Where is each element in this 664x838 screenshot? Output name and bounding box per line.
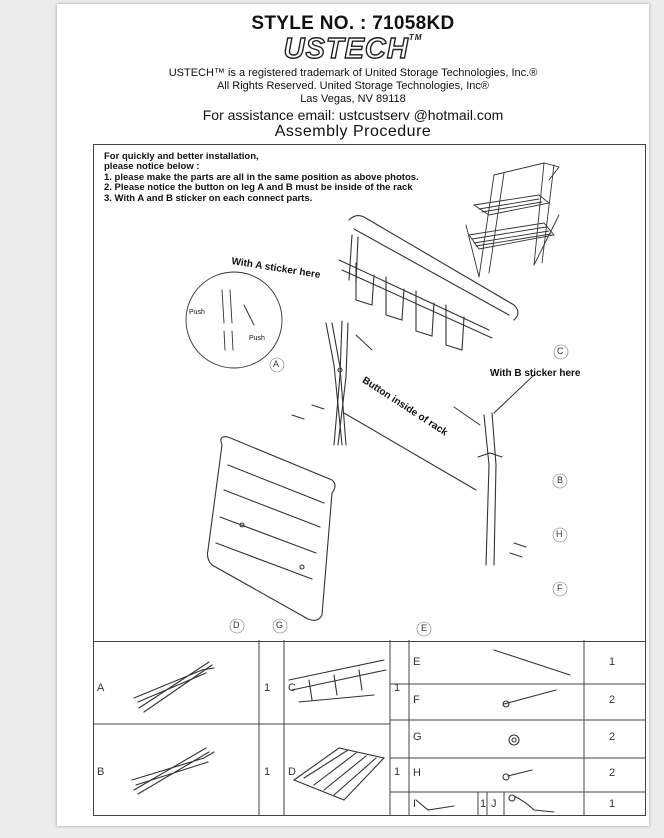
brand-logo	[57, 33, 649, 66]
push-label-2: Push	[249, 335, 265, 342]
label-d: D	[233, 620, 240, 630]
rack-d	[208, 437, 336, 621]
finished-rack-thumbnail	[466, 163, 559, 277]
part-i-drawing	[416, 800, 454, 810]
assistance-email: For assistance email: ustcustserv @hotmail.com	[202, 107, 504, 123]
label-f: F	[557, 583, 563, 593]
exploded-view-drawing	[94, 145, 645, 641]
parts-drawings	[94, 640, 645, 815]
part-i-letter: I	[413, 798, 417, 810]
note-item-1: 1. please make the parts are all in the same position as above photos.	[104, 171, 419, 183]
sticker-b-callout: With B sticker here	[490, 368, 581, 379]
instruction-sheet	[57, 4, 649, 826]
label-h: H	[556, 529, 563, 539]
part-f-drawing	[503, 690, 556, 707]
part-d-drawing	[294, 748, 384, 800]
note-intro-2: please notice below :	[104, 161, 200, 173]
note-item-3: 3. With A and B sticker on each connect parts.	[104, 192, 313, 204]
rights-line: All Rights Reserved. United Storage Technologies, Inc®	[216, 80, 490, 92]
procedure-title: Assembly Procedure	[274, 123, 432, 140]
part-e-drawing	[494, 650, 570, 675]
label-g: G	[276, 620, 284, 630]
push-label-1: Push	[189, 309, 205, 316]
part-h-drawing	[503, 770, 532, 780]
screws	[292, 405, 526, 557]
part-h-qty: 2	[609, 767, 616, 779]
part-d-qty: 1	[394, 766, 401, 778]
leg-a	[326, 321, 348, 445]
part-f-letter: F	[413, 694, 420, 706]
part-d-letter: D	[288, 766, 296, 778]
note-item-2: 2. Please notice the button on leg A and B must be inside of the rack	[104, 182, 413, 194]
part-g-qty: 2	[609, 731, 616, 743]
leg-b	[478, 413, 502, 565]
part-j-letter: J	[491, 798, 497, 810]
part-h-letter: H	[413, 767, 421, 779]
part-c-qty: 1	[394, 682, 401, 694]
part-a-drawing	[134, 662, 214, 712]
brand-trademark: TM	[408, 33, 423, 42]
location-line: Las Vegas, NV 89118	[300, 93, 406, 105]
part-a-letter: A	[97, 682, 105, 694]
trademark-line: USTECH™ is a registered trademark of United Storage Technologies, Inc.®	[168, 67, 538, 79]
part-f-qty: 2	[609, 694, 616, 706]
label-e: E	[421, 623, 428, 633]
parts-list	[93, 640, 646, 816]
part-g-drawing	[509, 735, 519, 745]
part-b-drawing	[132, 748, 214, 794]
sticker-a-callout: With A sticker here	[230, 256, 322, 281]
part-g-letter: G	[413, 731, 422, 743]
part-e-letter: E	[413, 656, 421, 668]
part-j-qty: 1	[609, 798, 616, 810]
cross-bar-e	[344, 413, 476, 490]
part-c-drawing	[289, 660, 386, 702]
style-number: STYLE NO. : 71058KD	[251, 13, 455, 34]
part-c-letter: C	[288, 682, 296, 694]
note-intro-1: For quickly and better installation,	[104, 151, 259, 162]
part-j-drawing	[509, 795, 554, 812]
label-a: A	[273, 359, 280, 369]
part-e-qty: 1	[609, 656, 616, 668]
push-detail	[186, 272, 282, 368]
brand-name: USTECH	[283, 33, 409, 65]
button-inside-callout: Button inside of rack	[360, 375, 450, 439]
part-b-letter: B	[97, 766, 105, 778]
label-b: B	[557, 475, 564, 485]
assembly-diagram	[93, 144, 646, 642]
part-b-qty: 1	[264, 766, 271, 778]
part-i-qty: 1	[480, 798, 487, 810]
part-a-qty: 1	[264, 682, 271, 694]
label-c: C	[557, 346, 564, 356]
callout-arrows	[244, 305, 534, 425]
